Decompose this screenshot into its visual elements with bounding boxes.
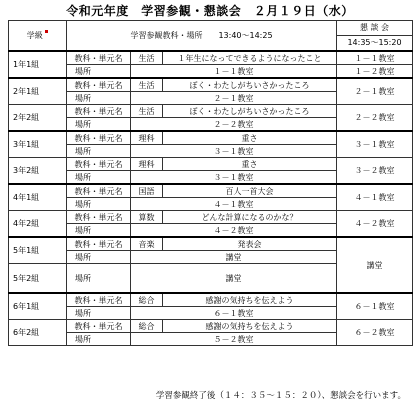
place: 講堂 xyxy=(131,264,337,294)
table-row xyxy=(9,293,413,307)
place: １－１教室 xyxy=(131,65,337,79)
content: どんな計算になるのかな？ xyxy=(163,211,337,224)
class-name: 5年1組 xyxy=(9,237,67,264)
place-label: 場所 xyxy=(67,224,131,238)
place: ４－２教室 xyxy=(131,224,337,238)
kondan-room: ２－１教室 xyxy=(337,78,413,105)
place: 講堂 xyxy=(131,251,337,264)
page-title: 令和元年度 学習参観・懇談会 ２月１９日（水） xyxy=(66,4,354,18)
class-name: 6年1組 xyxy=(9,293,67,320)
subject: 音楽 xyxy=(131,237,163,251)
table-row xyxy=(9,105,413,118)
table-row xyxy=(9,65,413,79)
subject: 総合 xyxy=(131,320,163,333)
content: 感謝の気持ちを伝えよう xyxy=(163,320,337,333)
kondan-room: ４－１教室 xyxy=(337,184,413,211)
place-label: 場所 xyxy=(67,118,131,132)
subject: 総合 xyxy=(131,293,163,307)
subject-label: 教科・単元名 xyxy=(67,158,131,171)
class-name: 5年2組 xyxy=(9,264,67,294)
class-name: 1年1組 xyxy=(9,51,67,78)
place-label: 場所 xyxy=(67,65,131,79)
subject: 生活 xyxy=(131,78,163,92)
kondan-room: ３－１教室 xyxy=(337,131,413,158)
schedule-table xyxy=(8,20,413,346)
content: 感謝の気持ちを伝えよう xyxy=(163,293,337,307)
table-row xyxy=(9,211,413,224)
kondan-room: ２－２教室 xyxy=(337,105,413,132)
subject-label: 教科・単元名 xyxy=(67,131,131,145)
place-label: 場所 xyxy=(67,145,131,158)
subject: 国語 xyxy=(131,184,163,198)
place: ２－１教室 xyxy=(131,92,337,105)
place: ３－１教室 xyxy=(131,171,337,185)
place: ２－２教室 xyxy=(131,118,337,132)
content: ぼく・わたしがちいさかったころ xyxy=(163,105,337,118)
table-row xyxy=(9,131,413,145)
footer-note: 学習参観終了後（１４：３５～１５：２０）、懇談会を行います。 xyxy=(155,391,406,401)
class-name: 4年2組 xyxy=(9,211,67,238)
place-label: 場所 xyxy=(67,198,131,211)
table-row xyxy=(9,320,413,333)
content: 百人一首大会 xyxy=(163,184,337,198)
subject-label: 教科・単元名 xyxy=(67,293,131,307)
place: ４－１教室 xyxy=(131,198,337,211)
subject: 生活 xyxy=(131,105,163,118)
class-name: 4年1組 xyxy=(9,184,67,211)
place: ５－２教室 xyxy=(131,333,337,346)
content: １年生になってできるようになったこと xyxy=(163,51,337,65)
kondan-room: ４－２教室 xyxy=(337,211,413,238)
place-label: 場所 xyxy=(67,92,131,105)
content: 発表会 xyxy=(163,237,337,251)
kondan-room: ６－１教室 xyxy=(337,293,413,320)
subject-label: 教科・単元名 xyxy=(67,51,131,65)
header-subject-place: 学習参観教科・場所 13:40～14:25 xyxy=(67,21,337,52)
place: ６－１教室 xyxy=(131,307,337,320)
subject-label: 教科・単元名 xyxy=(67,211,131,224)
kondan-room: １－１教室 xyxy=(337,51,413,65)
subject: 生活 xyxy=(131,51,163,65)
table-row xyxy=(9,184,413,198)
subject-label: 教科・単元名 xyxy=(67,320,131,333)
class-name: 2年2組 xyxy=(9,105,67,132)
table-row xyxy=(9,237,413,251)
place-label: 場所 xyxy=(67,264,131,294)
header-grade: 学級 xyxy=(9,21,67,52)
kondan-room: ６－２教室 xyxy=(337,320,413,346)
place-label: 場所 xyxy=(67,171,131,185)
subject-label: 教科・単元名 xyxy=(67,184,131,198)
subject-label: 教科・単元名 xyxy=(67,105,131,118)
class-name: 3年2組 xyxy=(9,158,67,185)
table-row xyxy=(9,78,413,92)
class-name: 2年1組 xyxy=(9,78,67,105)
content: 重さ xyxy=(163,158,337,171)
kondan-room: ３－２教室 xyxy=(337,158,413,185)
subject: 理科 xyxy=(131,158,163,171)
table-row xyxy=(9,158,413,171)
header-kondan: 懇 談 会 xyxy=(337,21,413,36)
content: 重さ xyxy=(163,131,337,145)
class-name: 3年1組 xyxy=(9,131,67,158)
content: ぼく・わたしがちいさかったころ xyxy=(163,78,337,92)
place: ３－１教室 xyxy=(131,145,337,158)
subject-label: 教科・単元名 xyxy=(67,78,131,92)
kondan-room: 講堂 xyxy=(337,237,413,293)
table-row xyxy=(9,51,413,65)
place-label: 場所 xyxy=(67,333,131,346)
place-label: 場所 xyxy=(67,307,131,320)
kondan-room: １－２教室 xyxy=(337,65,413,79)
header-row xyxy=(9,21,413,36)
subject-label: 教科・単元名 xyxy=(67,237,131,251)
header-kondan-time: 14:35～15:20 xyxy=(337,36,413,52)
place-label: 場所 xyxy=(67,251,131,264)
subject: 算数 xyxy=(131,211,163,224)
class-name: 6年2組 xyxy=(9,320,67,346)
subject: 理科 xyxy=(131,131,163,145)
